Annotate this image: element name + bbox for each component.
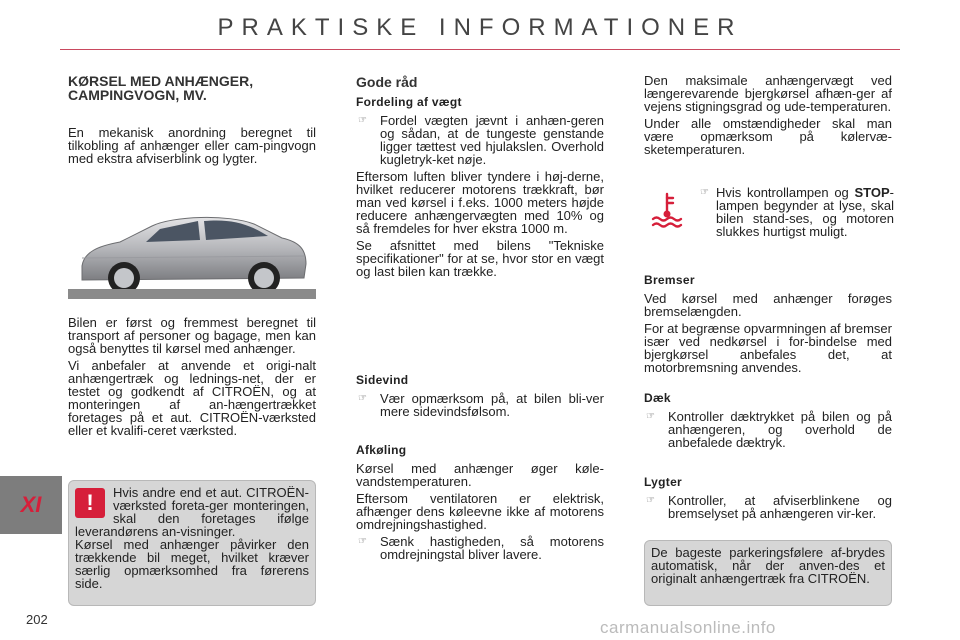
car-ground-bar — [68, 289, 316, 299]
hand-pointer-icon: ☞ — [358, 536, 367, 547]
stop-bullet: ☞ Hvis kontrollampen og STOP-lampen begynder at lyse, skal bilen stand-ses, og motoren slukkes hurtigst muligt. — [700, 185, 894, 239]
paragraph-vehicle-purpose: Bilen er først og fremmest beregnet til transport af personer og bagage, men kan også benyttes til kørsel med anhænger. — [68, 315, 316, 356]
paragraph-recommendation: Vi anbefaler at anvende et origi-nalt anhængertræk og lednings-net, der er testet og godkendt af CITROËN, og at monteringen af an-hængertrækket foretages på et aut. CITROËN-værksted eller et kvalifi-ceret værksted. — [68, 358, 316, 438]
warning-paragraph-1: Hvis andre end et aut. CITROËN-værksted foreta-ger monteringen, skal den foretages ifølge leverandørens an-visninger. — [75, 485, 309, 539]
cooling-paragraph-1: Kørsel med anhænger øger køle-vandstemperaturen. — [356, 461, 604, 489]
hand-pointer-icon: ☞ — [358, 393, 367, 404]
title-divider — [60, 49, 900, 50]
column-advice — [356, 76, 604, 282]
section-heading-line1: KØRSEL MED ANHÆNGER, — [68, 73, 254, 89]
column-towing-intro — [68, 74, 316, 169]
page-title: PRAKTISKE INFORMATIONER — [217, 14, 743, 41]
column-brakes — [644, 274, 892, 378]
chapter-tab: XI — [0, 476, 62, 534]
coolant-temperature-icon — [648, 190, 686, 230]
warning-paragraph-2: Kørsel med anhænger påvirker den trækkende bil meget, hvilket kræver særlig opmærksomhed fra førerens side. — [75, 537, 309, 591]
column-crosswind — [356, 374, 604, 422]
advice-heading: Gode råd — [356, 74, 418, 90]
tyres-bullet: ☞ Kontroller dæktrykket på bilen og på anhængeren, og overhold de anbefalede dæktryk. — [646, 409, 892, 450]
coolant-attention-paragraph: Under alle omstændigheder skal man være opmærksom på kølervæ-sketemperaturen. — [644, 116, 892, 157]
lights-heading: Lygter — [644, 475, 683, 489]
column-cooling — [356, 444, 604, 565]
column-tyres — [644, 392, 892, 453]
warning-box — [68, 480, 316, 606]
specs-paragraph: Se afsnittet med bilens "Tekniske specifikationer" for at se, hvor stor en vægt og last bilen kan trække. — [356, 238, 604, 279]
cooling-bullet: ☞ Sænk hastigheden, så motorens omdrejningstal bliver lavere. — [358, 534, 604, 562]
cooling-heading: Afkøling — [356, 443, 407, 457]
brakes-paragraph-1: Ved kørsel med anhænger forøges bremselængden. — [644, 291, 892, 319]
column-towing-body — [68, 316, 316, 441]
hand-pointer-icon: ☞ — [646, 495, 655, 506]
column-lights — [644, 476, 892, 524]
car-illustration — [68, 206, 316, 302]
page-number: 202 — [26, 612, 48, 627]
cooling-paragraph-2: Eftersom ventilatoren er elektrisk, afhænger dens køleevne ikke af motorens omdrejningshastighed. — [356, 491, 604, 532]
max-weight-paragraph: Den maksimale anhængervægt ved længerevarende bjergkørsel afhæn-ger af vejens stigningsgrad og ude-temperaturen. — [644, 73, 892, 114]
crosswind-bullet: ☞ Vær opmærksom på, at bilen bli-ver mere sidevindsfølsom. — [358, 391, 604, 419]
parking-sensor-note: De bageste parkeringsfølere af-brydes automatisk, når der anven-des et originalt anhængertræk fra CITROËN. — [644, 540, 892, 606]
hand-pointer-icon: ☞ — [700, 187, 709, 198]
section-heading-line2: CAMPINGVOGN, MV. — [68, 87, 207, 103]
hand-pointer-icon: ☞ — [646, 411, 655, 422]
watermark: carmanualsonline.info — [600, 618, 776, 637]
brakes-paragraph-2: For at begrænse opvarmningen af bremser især ved nedkørsel i for-bindelse med bjergkørsel anbefales det, at motorbremsning anvendes. — [644, 321, 892, 375]
crosswind-heading: Sidevind — [356, 373, 409, 387]
intro-paragraph: En mekanisk anordning beregnet til tilkobling af anhænger eller cam-pingvogn med ekstra afviserblink og lygter. — [68, 125, 316, 166]
lights-bullet: ☞ Kontroller, at afviserblinkene og bremselyset på anhængeren vir-ker. — [646, 493, 892, 521]
hand-pointer-icon: ☞ — [358, 115, 367, 126]
stop-warning-text — [700, 186, 894, 242]
exclamation-icon: ! — [75, 488, 105, 518]
weight-bullet: ☞ Fordel vægten jævnt i anhæn-geren og sådan, at de tungeste genstande ligger tættest ved hjulakslen. Overhold kugletryk-ket nøje. — [358, 113, 604, 167]
column-mountain — [644, 74, 892, 160]
weight-distribution-heading: Fordeling af vægt — [356, 95, 462, 109]
stop-label: STOP — [854, 185, 890, 200]
brakes-heading: Bremser — [644, 273, 695, 287]
altitude-paragraph: Eftersom luften bliver tyndere i høj-derne, hvilket reducerer motorens trækkraft, bør man ved kørsel i f.eks. 1000 meters højde reducere anhængervægten med 10% og så fremdeles for hver ekstra 1000 m. — [356, 169, 604, 236]
tyres-heading: Dæk — [644, 391, 671, 405]
